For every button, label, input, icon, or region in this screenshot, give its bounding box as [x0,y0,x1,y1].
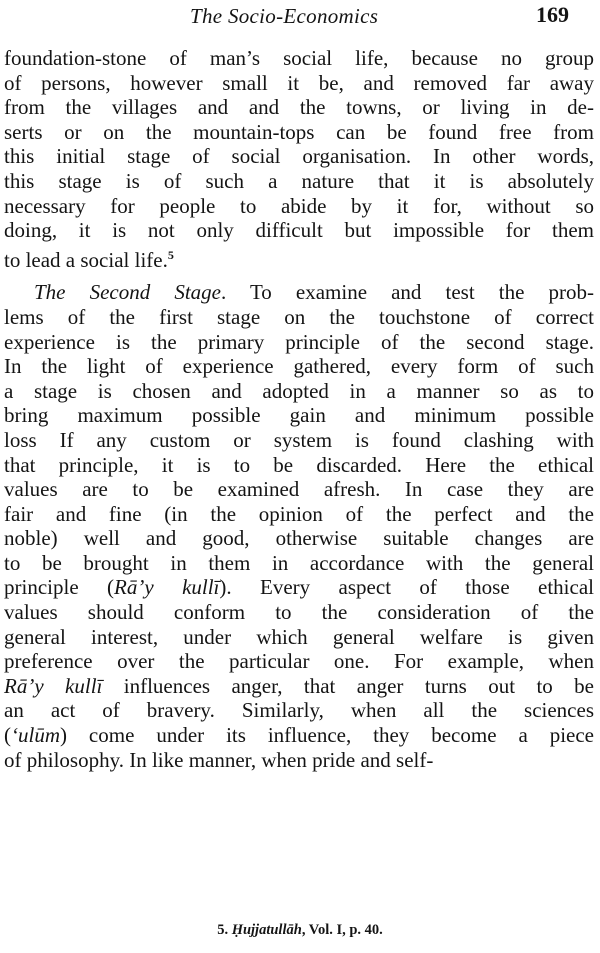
text-line [4,575,594,600]
text-segment: ( [4,723,11,748]
text-line: an act of bravery. Similarly, when all the sciences [4,698,594,723]
text-segment: principle ( [4,575,115,600]
text-line: lems of the first stage on the touchstone of correct [4,304,594,329]
section-heading: The Second Stage [34,280,221,305]
text-line: from the villages and and the towns, or living in de- [4,95,594,120]
body-text [4,46,594,772]
text-segment: ). Every aspect of those ethical [219,575,594,600]
text-line: serts or on the mountain-tops can be found free from [4,119,594,144]
text-line: this stage is of such a nature that it is absolutely [4,168,594,193]
text-line: of philosophy. In like manner, when pride and self- [4,747,434,772]
text-line: a stage is chosen and adopted in a manner so as to [4,378,594,403]
paragraph-2 [4,280,594,772]
page-number: 169 [536,2,569,27]
text-line: values are to be examined afresh. In case they are [4,477,594,502]
text-line [4,280,594,305]
text-line: doing, it is not only difficult but impossible for them [4,218,594,243]
text-line: noble) well and good, otherwise suitable changes are [4,526,594,551]
text-line: foundation-stone of man’s social life, because no group [4,46,594,70]
footnote-title: Ḥujjatullāh [231,922,302,938]
text-line [4,674,594,699]
text-line: fair and fine (in the opinion of the perfect and the [4,501,594,526]
text-line: general interest, under which general welfare is given [4,624,594,649]
text-line: preference over the particular one. For example, when [4,649,594,674]
text-line [4,723,594,748]
text-line: this initial stage of social organisation. In other words, [4,144,594,169]
footnote-number: 5. [217,922,229,938]
footnote [0,922,600,939]
text-line: of persons, however small it be, and removed far away [4,70,594,95]
paragraph-1 [4,46,594,272]
text-segment: ) come under its influence, they become a piece [60,723,594,748]
text-line: experience is the primary principle of the second stage. [4,329,594,354]
running-title: The Socio-Economics [190,4,379,28]
text-line [4,243,594,272]
text-line: values should conform to the consideration of the [4,600,594,625]
footnote-reference: 5 [167,247,174,262]
page-header [0,2,600,32]
text-segment: . To examine and test the prob- [220,280,594,305]
italic-term: ‘ulūm [11,723,60,748]
footnote-details: , Vol. I, p. 40. [301,922,383,938]
text-line: In the light of experience gathered, every form of such [4,354,594,379]
text-line: loss If any custom or system is found clashing with [4,427,594,452]
text-segment: influences anger, that anger turns out to be [102,673,594,698]
text-line: to be brought in them in accordance with the general [4,550,594,575]
text-segment: to lead a social life. [4,247,168,272]
text-line: necessary for people to abide by it for, without so [4,193,594,218]
text-line: bring maximum possible gain and minimum possible [4,403,594,428]
italic-term: Rā’y kullī [4,673,103,698]
italic-term: Rā’y kullī [114,575,220,600]
text-line: that principle, it is to be discarded. Here the ethical [4,452,594,477]
